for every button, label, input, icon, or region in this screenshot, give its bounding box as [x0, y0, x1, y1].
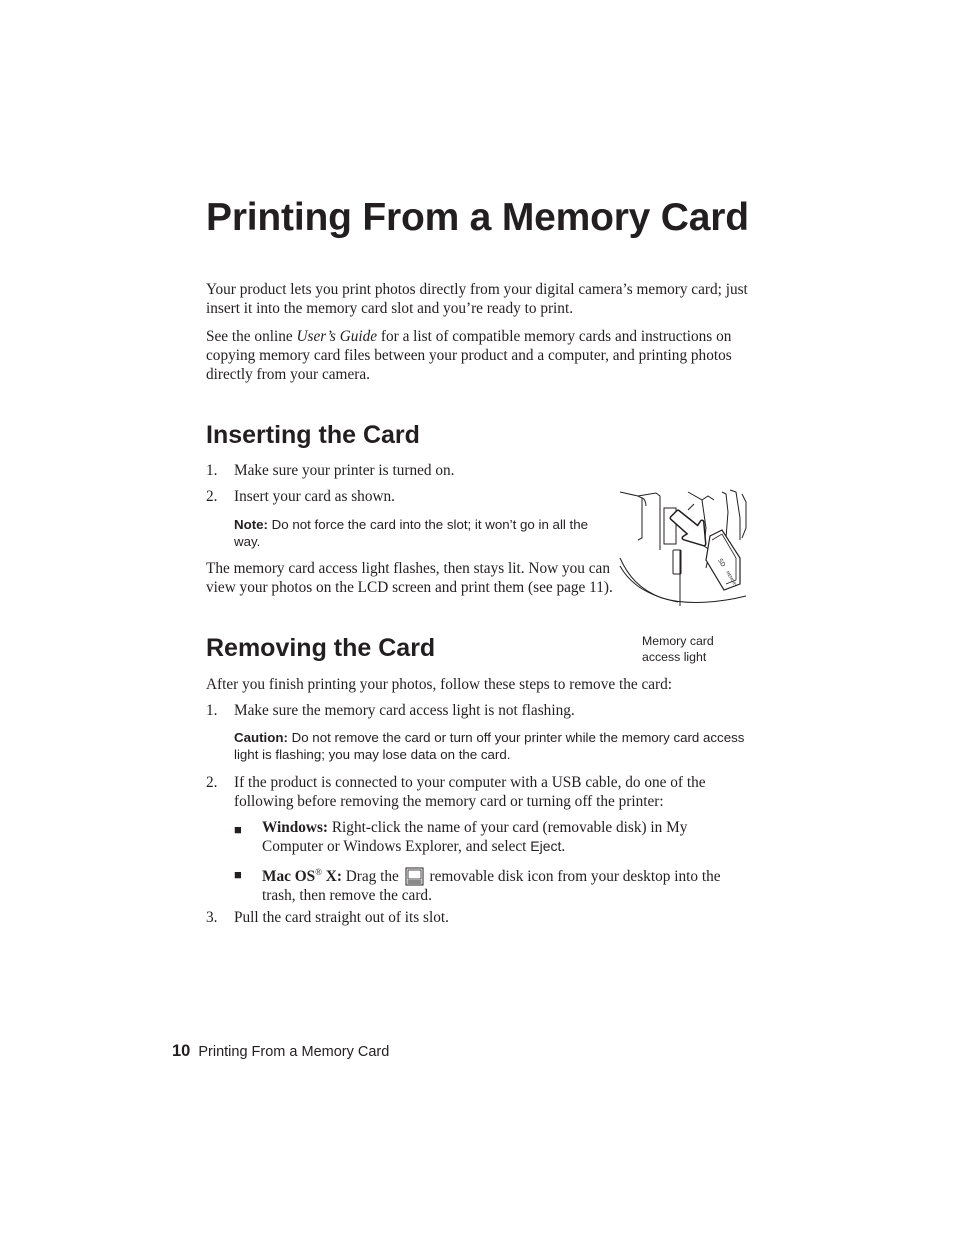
mac-label-x: X: [321, 868, 342, 886]
mac-text-post: removable disk icon from your desktop into the trash, then remove the card. [262, 868, 721, 905]
insert-step-2-number: 2. [206, 488, 218, 505]
insert-note [234, 516, 616, 550]
guide-paragraph [206, 327, 751, 384]
bullet-square-icon: ■ [234, 867, 242, 882]
caution-text: Do not remove the card or turn off your printer while the memory card access light is flashing; you may lose data on the card. [234, 730, 745, 762]
remove-step-3 [206, 908, 751, 927]
inserting-heading: Inserting the Card [206, 421, 420, 449]
caution-note [234, 729, 749, 763]
users-guide-link: User’s Guide [296, 328, 378, 345]
figure-caption: Memory card access light [642, 634, 714, 664]
mac-label: Mac OS [262, 868, 316, 886]
intro-paragraph: Your product lets you print photos directly from your digital camera’s memory card; just insert it into the memory card slot and you’re ready to print. [206, 281, 748, 317]
remove-step-3-text: Pull the card straight out of its slot. [234, 909, 449, 926]
bullet-square-icon: ■ [234, 822, 242, 837]
memory-card-icon [706, 530, 740, 590]
remove-step-1-number: 1. [206, 702, 218, 719]
windows-bullet [234, 818, 749, 856]
windows-end: . [561, 838, 566, 855]
remove-step-2-text: If the product is connected to your computer with a USB cable, do one of the following before removing the memory card or turning off the printer: [234, 774, 706, 810]
mac-text-pre: Drag the [341, 868, 403, 886]
insert-step-1 [206, 461, 626, 480]
removing-intro: After you finish printing your photos, follow these steps to remove the card: [206, 676, 673, 693]
insert-step-2 [206, 487, 626, 506]
page-number: 10 [172, 1042, 191, 1060]
page-title: Printing From a Memory Card [206, 196, 749, 239]
guide-paragraph-post: for a list of compatible memory cards and instructions on copying memory card files between your product and a computer, and printing photos directly from your camera. [206, 328, 732, 383]
footer-section-title: Printing From a Memory Card [198, 1044, 390, 1060]
remove-step-3-number: 3. [206, 909, 218, 926]
eject-command: Eject [530, 838, 562, 854]
insert-step-1-text: Make sure your printer is turned on. [234, 462, 455, 479]
note-text: Do not force the card into the slot; it won’t go in all the way. [234, 517, 589, 549]
note-label: Note: [234, 517, 268, 532]
svg-text:MEMORY: MEMORY [725, 570, 739, 588]
removable-disk-icon [405, 867, 424, 886]
mac-bullet [234, 863, 749, 905]
removing-heading: Removing the Card [206, 634, 436, 662]
svg-text:SD: SD [716, 557, 727, 569]
registered-mark: ® [315, 867, 322, 877]
insert-step-1-number: 1. [206, 462, 218, 479]
remove-step-1-text: Make sure the memory card access light is not flashing. [234, 702, 575, 719]
memory-card-insertion-illustration [618, 488, 750, 608]
remove-step-1 [206, 701, 751, 720]
windows-text: Right-click the name of your card (removable disk) in My Computer or Windows Explorer, and select [262, 819, 688, 855]
remove-step-2 [206, 773, 751, 811]
printer-outline-left [620, 492, 642, 540]
caution-label: Caution: [234, 730, 288, 745]
insert-step-2-text: Insert your card as shown. [234, 488, 395, 505]
page-footer [172, 1042, 389, 1061]
insert-arrow-icon [672, 512, 704, 544]
guide-paragraph-pre: See the online [206, 328, 297, 345]
remove-step-2-number: 2. [206, 774, 218, 791]
windows-label: Windows: [262, 819, 329, 836]
access-light-paragraph: The memory card access light flashes, then stays lit. Now you can view your photos on the LCD screen and print them (see page 11). [206, 560, 613, 596]
